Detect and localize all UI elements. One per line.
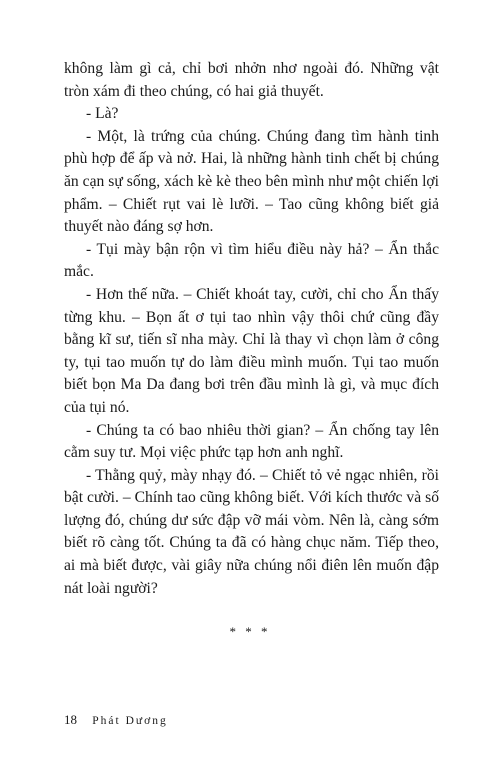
paragraph-continuation: không làm gì cả, chỉ bơi nhởn nhơ ngoài đó. Những vật tròn xám đi theo chúng, có hai giả thuyết.: [64, 60, 439, 100]
author-name: Phát Dương: [92, 715, 168, 727]
paragraph: - Là?: [86, 105, 119, 123]
paragraph: - Tụi mày bận rộn vì tìm hiểu điều này hả? – Ẩn thắc mắc.: [64, 240, 439, 281]
page-number: 18: [64, 712, 77, 727]
paragraph: - Một, là trứng của chúng. Chúng đang tìm hành tinh phù hợp để ấp và nở. Hai, là những hành tinh chết bị chúng ăn cạn sự sống, xách kè kè theo bên mình như một chiến lợi phẩm. – Chiết rụt vai lè lưỡi. – Tao cũng không biết giả thuyết nào đáng sợ hơn.: [64, 127, 439, 236]
paragraph: - Hơn thế nữa. – Chiết khoát tay, cười, chỉ cho Ẩn thấy từng khu. – Bọn ất ơ tụi tao nhìn vậy thôi chứ cũng đầy bằng kĩ sư, tiến sĩ nha mày. Chỉ là thay vì chọn làm ở công ty, tụi tao muốn tự do làm điều mình muốn. Tụi tao muốn biết bọn Ma Da đang bơi trên đầu mình là gì, và mục đích của tụi nó.: [64, 285, 439, 416]
paragraph: - Chúng ta có bao nhiêu thời gian? – Ẩn chống tay lên cằm suy tư. Mọi việc phức tạp hơn anh nghĩ.: [64, 421, 439, 462]
section-separator: * * *: [229, 624, 271, 639]
page-footer: [64, 712, 168, 728]
paragraph: - Thằng quỷ, mày nhạy đó. – Chiết tỏ vẻ ngạc nhiên, rồi bật cười. – Chính tao cũng không biết. Với kích thước và số lượng đó, chúng dư sức đập vỡ mái vòm. Nên là, càng sớm biết rõ càng tốt. Chúng ta đã có hàng chục năm. Tiếp theo, ai mà biết được, vài giây nữa chúng nổi điên lên muốn đập nát loài người?: [64, 466, 439, 597]
body-text: [64, 58, 439, 600]
